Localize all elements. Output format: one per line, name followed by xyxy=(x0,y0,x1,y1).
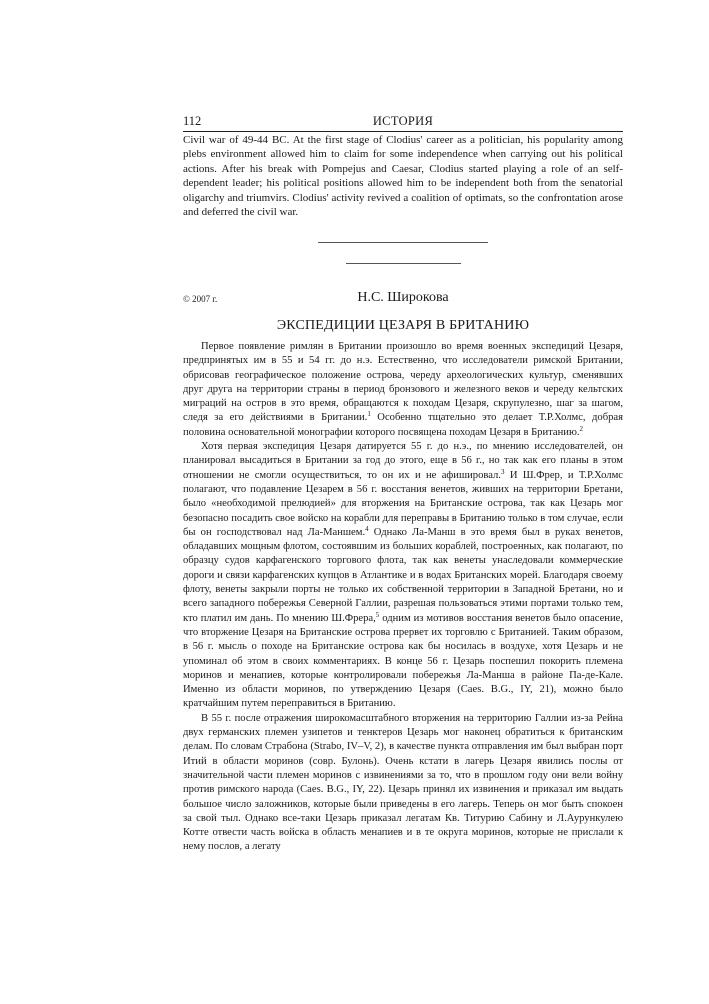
header-rule xyxy=(183,131,623,132)
paragraph-text: В 55 г. после отражения широкомасштабного вторжения на территорию Галлии из-за Рейна двух германских племен узипетов и тенктеров Цезарь мог наконец обратиться к британским делам. По словам Страбона (Strabo, IV–V, 2), в качестве пункта отправления им был выбран порт Итий в области моринов (совр. Булонь). Очень кстати в лагерь Цезаря явились послы от значительной части племен моринов с извинениями за то, что в прошлом году они вели войну против римского народа (Caes. B.G., IY, 22). Цезарь принял их извинения и приказал им выдать большое число заложников, которые были приведены в его лагерь. Теперь он мог быть спокоен за свой тыл. Однако все-таки Цезарь приказал легатам Кв. Титурию Сабину и Л.Аурункулею Котте отвести часть войска в область менапиев и в те округа моринов, которые не прислали к нему послов, а легату xyxy=(183,712,623,853)
paragraph-text: Хотя первая экспедиция Цезаря датируется 55 г. до н.э., по мнению исследователей, он планировал высадиться в Британии за год до этого, еще в 56 г., но так как его планы в этом отношении не смогли осуществиться, то он их и не афишировал. xyxy=(183,441,623,481)
separator-rule-long xyxy=(318,242,488,243)
english-abstract: Civil war of 49-44 BC. At the first stage of Clodius' career as a politician, his popularity among plebs environment allowed him to claim for some independence when carrying out his political actions. After his break with Pompejus and Caesar, Clodius started playing a role of an self-dependent leader; his political positions allowed him to be independent both from the senatorial oligarchy and triumvirs. Clodius' activity revived a coalition of optimats, so the confrontation arose and deferred the civil war. xyxy=(183,134,623,219)
separator-rule-short xyxy=(346,263,461,264)
footnote-marker: 1 xyxy=(367,410,371,419)
footnote-marker: 5 xyxy=(375,610,380,619)
paragraph xyxy=(183,340,623,440)
running-title: ИСТОРИЯ xyxy=(372,114,434,128)
footnote-marker: 4 xyxy=(365,524,369,533)
copyright-notice: © 2007 г. xyxy=(183,294,218,304)
paragraph-text: Особенно тщательно это делает Т.Р.Холмс, добрая половина основательной монографии которого посвящена походам Цезаря в Британию. xyxy=(183,412,623,438)
paragraph xyxy=(183,440,623,712)
page-number: 112 xyxy=(183,114,202,128)
paragraph-text: одним из мотивов восстания венетов было опасение, что вторжение Цезаря на Британские острова прервет их торговлю с Британией. Таким образом, в 56 г. мысль о походе на Британские острова как бы носилась в воздухе, хотя Цезарь и не упоминал об этом в своих комментариях. В конце 56 г. Цезарь поспешил покорить племена моринов и менапиев, которые контролировали побережья Ла-Манша в районе Па-де-Кале. Именно из области моринов, по утверждению Цезаря (Caes. B.G., IY, 21), можно было кратчайшим путем переправиться в Британию. xyxy=(183,612,623,710)
article-title: ЭКСПЕДИЦИИ ЦЕЗАРЯ В БРИТАНИЮ xyxy=(276,318,530,333)
paragraph-text: И Ш.Фрер, и Т.Р.Холмс полагают, что подавление Цезарем в 56 г. восстания венетов, живших на территории Бретани, было «необходимой прелюдией» для вторжения на Британские острова, так как Цезарь мог безопасно посадить свое войско на корабли для переправы в Британию только в том случае, если бы он господствовал над Ла-Маншем. xyxy=(183,469,623,538)
paragraph xyxy=(183,712,623,855)
author-name: Н.С. Широкова xyxy=(357,290,449,305)
article-body xyxy=(183,340,623,855)
paragraph-text: Первое появление римлян в Британии произошло во время военных экспедиций Цезаря, предпринятых им в 55 и 54 гг. до н.э. Естественно, что исследователи римской Британии, обрисовав географическое положение острова, череду археологических культур, сменявших друг друга на территории страны в период бронзового и железного веков и череду кельтских миграций на остров в это время, обращаются к походам Цезаря, скрупулезно, шаг за шагом, следя за его действиями в Британии. xyxy=(183,341,623,424)
running-header xyxy=(183,114,623,130)
footnote-marker: 2 xyxy=(579,424,584,433)
footnote-marker: 3 xyxy=(500,467,505,476)
paragraph-text: Однако Ла-Манш в это время был в руках венетов, обладавших мощным флотом, состоявшим из больших кораблей, построенных, как полагают, по образцу судов карфагенского торгового флота, так как венеты унаследовали коммерческие дороги и связи карфагенских купцов в Атлантике и в водах Британских морей. Благодаря своему флоту, венеты закрыли порты не только их собственной территории в Западной Бретани, но и всего западного побережья Северной Галлии, разрешая пользоваться этими портами только тем, кто платил им дань. По мнению Ш.Фрера, xyxy=(183,526,623,624)
